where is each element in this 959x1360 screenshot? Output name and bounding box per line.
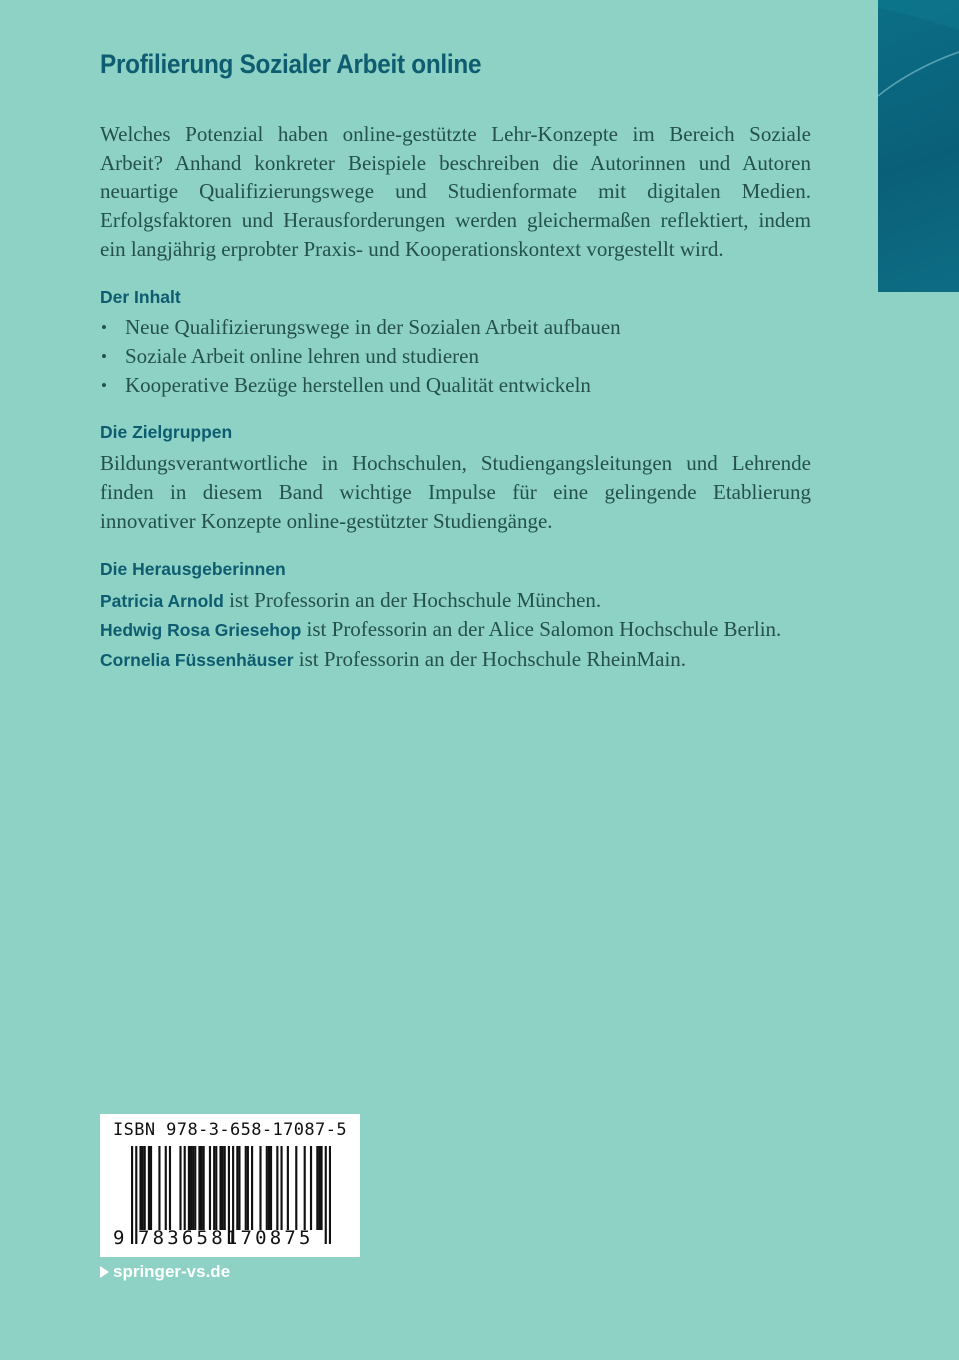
barcode-bar xyxy=(165,1146,167,1230)
barcode-bar xyxy=(287,1146,289,1230)
barcode-bar xyxy=(259,1146,261,1230)
publisher-website[interactable] xyxy=(100,1262,230,1282)
barcode-bar xyxy=(213,1146,215,1230)
arrow-right-icon xyxy=(100,1266,109,1278)
barcode-bar xyxy=(158,1146,160,1230)
list-item: • Soziale Arbeit online lehren und studieren xyxy=(100,342,811,371)
barcode-guard-bar xyxy=(325,1146,327,1244)
barcode-bar xyxy=(318,1146,320,1230)
barcode-bar xyxy=(245,1146,247,1230)
barcode-bar xyxy=(194,1146,196,1230)
book-title: Profilierung Sozialer Arbeit online xyxy=(100,49,482,79)
barcode-bar xyxy=(238,1146,240,1230)
barcode-bar xyxy=(190,1146,192,1230)
corner-curve xyxy=(878,0,959,292)
bullet-icon: • xyxy=(101,317,107,337)
barcode-bar xyxy=(251,1146,253,1230)
barcode-bar xyxy=(316,1146,318,1230)
barcode-bar xyxy=(320,1146,322,1230)
barcode-bar xyxy=(268,1146,270,1230)
editor-name: Patricia Arnold xyxy=(100,590,224,611)
heading-zielgruppen: Die Zielgruppen xyxy=(100,421,233,442)
barcode-bar xyxy=(142,1146,144,1230)
website-label: springer-vs.de xyxy=(113,1262,231,1281)
editor-name: Hedwig Rosa Griesehop xyxy=(100,620,302,641)
editor-entry: Hedwig Rosa Griesehop ist Professorin an der Alice Salomon Hochschule Berlin. xyxy=(100,617,782,642)
barcode-bar xyxy=(310,1146,312,1230)
bullet-icon: • xyxy=(101,375,107,395)
barcode-bar xyxy=(198,1146,200,1230)
barcode-bar xyxy=(179,1146,181,1230)
content-list xyxy=(100,313,811,400)
barcode-bar xyxy=(169,1146,171,1230)
ean-first-digit: 9 xyxy=(113,1227,125,1249)
ean-digits: 783658170875 xyxy=(138,1227,314,1249)
list-item: • Kooperative Bezüge herstellen und Qualität entwickeln xyxy=(100,371,811,400)
barcode-bar xyxy=(224,1146,226,1230)
barcode-bar xyxy=(266,1146,268,1230)
barcode-bar xyxy=(304,1146,306,1230)
editor-entry: Patricia Arnold ist Professorin an der Hochschule München. xyxy=(100,587,602,612)
barcode-bar xyxy=(209,1146,211,1230)
back-cover-text xyxy=(100,40,811,674)
barcode-guard-bar xyxy=(329,1146,331,1244)
barcode-bar xyxy=(144,1146,146,1230)
barcode-bar xyxy=(139,1146,141,1230)
barcode-bar xyxy=(200,1146,202,1230)
isbn-barcode xyxy=(100,1114,360,1257)
barcode-bar xyxy=(184,1146,186,1230)
zielgruppen-paragraph: Bildungsverantwortliche in Hochschulen, Studiengangsleitungen und Lehrende finden in diesem Band wichtige Impulse für eine gelingende Etablierung innovativer Konzepte online-gestützter Studiengänge. xyxy=(100,450,811,533)
barcode-bar xyxy=(219,1146,221,1230)
editor-name: Cornelia Füssenhäuser xyxy=(100,649,294,670)
barcode-bar xyxy=(276,1146,278,1230)
heading-inhalt: Der Inhalt xyxy=(100,286,181,307)
barcode-bar xyxy=(148,1146,150,1230)
barcode-bar xyxy=(295,1146,297,1230)
barcode-bar xyxy=(247,1146,249,1230)
list-item: • Neue Qualifizierungswege in der Sozialen Arbeit aufbauen xyxy=(100,313,811,342)
bullet-icon: • xyxy=(101,346,107,366)
barcode-bar xyxy=(222,1146,224,1230)
barcode-guard-bar xyxy=(131,1146,133,1244)
barcode-bar xyxy=(150,1146,152,1230)
barcode-bar xyxy=(270,1146,272,1230)
intro-paragraph: Welches Potenzial haben online-gestützte Lehr-Konzepte im Bereich Soziale Arbeit? Anhand konkreter Beispiele beschreiben die Autorinnen und Autoren neuartige Qualifizierungswege und Studienformate mit digitalen Medien. Erfolgsfaktoren und Herausforderungen werden gleichermaßen reflektiert, indem ein langjährig erprobter Praxis- und Kooperationskontext vorgestellt wird. xyxy=(100,122,811,261)
barcode-bar xyxy=(236,1146,238,1230)
barcode-bar xyxy=(203,1146,205,1230)
barcode-bar xyxy=(188,1146,190,1230)
heading-herausgeberinnen: Die Herausgeberinnen xyxy=(100,558,286,579)
editor-entry: Cornelia Füssenhäuser ist Professorin an der Hochschule RheinMain. xyxy=(100,646,687,671)
barcode-bar xyxy=(215,1146,217,1230)
corner-decoration xyxy=(878,0,959,292)
barcode-bar xyxy=(192,1146,194,1230)
barcode-bar xyxy=(280,1146,282,1230)
isbn-label: ISBN 978-3-658-17087-5 xyxy=(113,1120,347,1140)
